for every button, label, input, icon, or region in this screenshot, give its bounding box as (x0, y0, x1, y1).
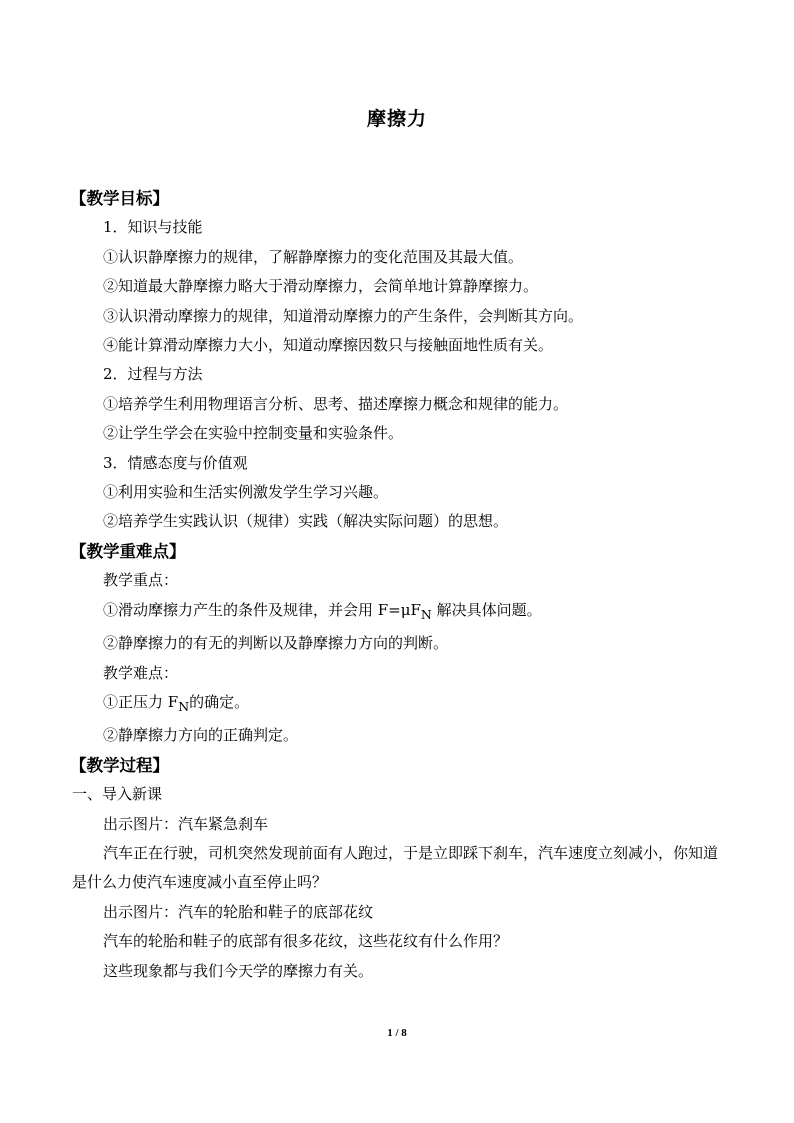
paragraph: ①认识静摩擦力的规律，了解静摩擦力的变化范围及其最大值。 (103, 247, 524, 266)
paragraph: 出示图片：汽车的轮胎和鞋子的底部花纹 (103, 902, 374, 921)
paragraph: 汽车的轮胎和鞋子的底部有很多花纹，这些花纹有什么作用？ (103, 932, 509, 951)
paragraph: ④能计算滑动摩擦力大小，知道动摩擦因数只与接触面地性质有关。 (103, 336, 554, 355)
paragraph: 一、导入新课 (72, 785, 163, 804)
text-run: ①滑动摩擦力产生的条件及规律，并会用 F=μF (103, 600, 421, 619)
paragraph: 汽车正在行驶，司机突然发现前面有人跑过，于是立即踩下刹车，汽车速度立刻减小，你知道是什么力使汽车速度减小直至停止吗？ (72, 843, 719, 892)
paragraph: ②静摩擦力的有无的判断以及静摩擦力方向的判断。 (103, 634, 449, 653)
document-body (72, 184, 732, 986)
text-run: ①正压力 F (103, 692, 179, 711)
paragraph: 这些现象都与我们今天学的摩擦力有关。 (103, 961, 374, 980)
subscript: N (420, 606, 432, 622)
paragraph: ②让学生学会在实验中控制变量和实验条件。 (103, 424, 404, 443)
paragraph: 出示图片：汽车紧急刹车 (103, 814, 269, 833)
paragraph: ①培养学生利用物理语言分析、思考、描述摩擦力概念和规律的能力。 (103, 394, 569, 413)
text-run: 的确定。 (189, 692, 250, 711)
page-number: 1 / 8 (387, 1027, 407, 1039)
text-run: 解决具体问题。 (431, 600, 542, 619)
paragraph: ①利用实验和生活实例激发学生学习兴趣。 (103, 483, 389, 502)
paragraph: 教学重点： (103, 571, 179, 590)
paragraph: 1．知识与技能 (103, 218, 203, 237)
paragraph: ②静摩擦力方向的正确判定。 (103, 726, 299, 745)
section-heading-key-points: 【教学重难点】 (70, 541, 186, 561)
paragraph-formula (72, 688, 732, 721)
paragraph: 3．情感态度与价值观 (103, 453, 248, 472)
section-heading-objectives: 【教学目标】 (70, 189, 169, 208)
subscript: N (178, 698, 190, 714)
paragraph-formula (72, 596, 732, 629)
page-title: 摩擦力 (366, 108, 427, 130)
paragraph: ③认识滑动摩擦力的规律，知道滑动摩擦力的产生条件，会判断其方向。 (103, 306, 584, 325)
paragraph: 教学难点： (103, 663, 179, 682)
section-heading-process: 【教学过程】 (70, 755, 169, 775)
paragraph: ②培养学生实践认识（规律）实践（解决实际问题）的思想。 (103, 512, 509, 531)
paragraph: 2．过程与方法 (103, 365, 203, 384)
paragraph: ②知道最大静摩擦力略大于滑动摩擦力，会简单地计算静摩擦力。 (103, 277, 539, 296)
